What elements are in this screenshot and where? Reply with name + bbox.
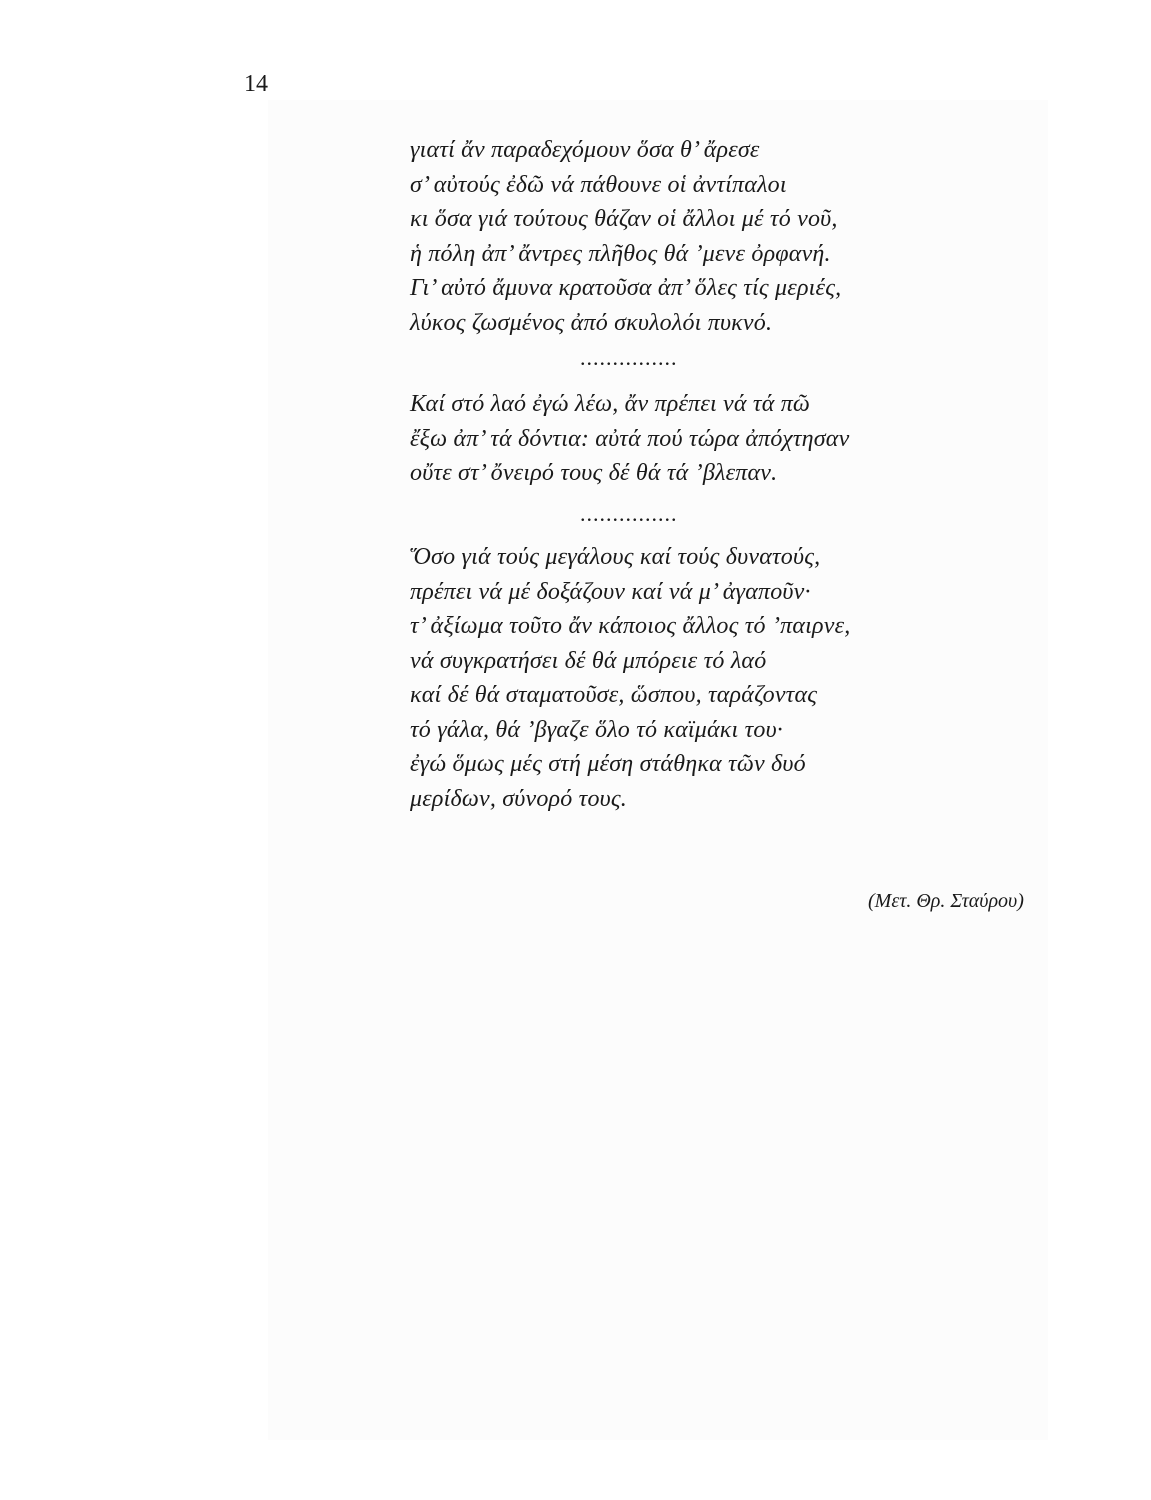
poem-line: Καί στό λαό ἐγώ λέω, ἄν πρέπει νά τά πῶ — [410, 391, 811, 417]
poem-line: σ’ αὐτούς ἐδῶ νά πάθουνε οἱ ἀντίπαλοι — [410, 171, 787, 198]
poem-line: πρέπει νά μέ δοξάζουν καί νά μ’ ἀγαποῦν· — [410, 578, 811, 605]
poem-line: Ὅσο γιά τούς μεγάλους καί τούς δυνατούς, — [410, 544, 821, 570]
translator-credit: (Μετ. Θρ. Σταύρου) — [868, 890, 1024, 912]
poem-line: νά συγκρατήσει δέ θά μπόρειε τό λαό — [410, 647, 767, 674]
stanza-separator: ............... — [580, 501, 678, 526]
poem-line: ἡ πόλη ἀπ’ ἄντρες πλῆθος θά ’μενε ὀρφανή. — [410, 240, 831, 267]
poem-line: τό γάλα, θά ’βγαζε ὅλο τό καϊμάκι του· — [410, 716, 784, 743]
poem-line: μερίδων, σύνορό τους. — [410, 785, 628, 812]
poem-line: γιατί ἄν παραδεχόμουν ὅσα θ’ ἄρεσε — [410, 137, 760, 163]
poem-line: οὔτε στ’ ὄνειρό τους δέ θά τά ’βλεπαν. — [410, 460, 778, 486]
poem-line: τ’ ἀξίωμα τοῦτο ἄν κάποιος ἄλλος τό ’παιρνε, — [410, 613, 851, 639]
poem-line: κι ὅσα γιά τούτους θάζαν οἱ ἄλλοι μέ τό νοῦ, — [410, 206, 838, 232]
stanza-1 — [410, 133, 1050, 340]
stanza-3 — [410, 540, 1050, 816]
poem-line: καί δέ θά σταματοῦσε, ὥσπου, ταράζοντας — [410, 682, 818, 708]
stanza-separator: ............... — [580, 345, 678, 370]
page-number: 14 — [244, 71, 268, 97]
poem-line: ἐγώ ὅμως μές στή μέση στάθηκα τῶν δυό — [410, 751, 806, 777]
poem-line: ἔξω ἀπ’ τά δόντια: αὐτά πού τώρα ἀπόχτησαν — [410, 425, 850, 452]
poem-line: Γι’ αὐτό ἄμυνα κρατοῦσα ἀπ’ ὅλες τίς μεριές, — [410, 275, 842, 301]
poem-line: λύκος ζωσμένος ἀπό σκυλολόι πυκνό. — [410, 309, 773, 336]
stanza-2 — [410, 387, 1050, 491]
